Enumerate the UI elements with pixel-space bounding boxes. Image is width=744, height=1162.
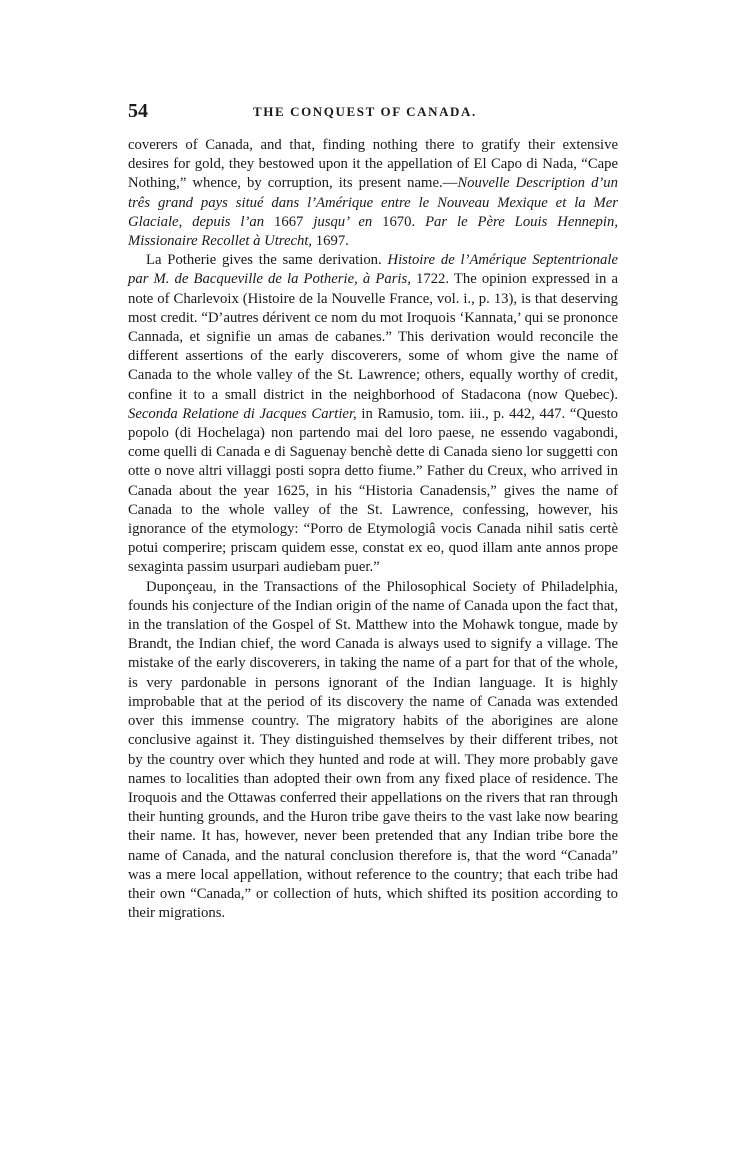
paragraph bbox=[128, 578, 618, 924]
text-segment: 1722. The opinion expressed in a note of Charlevoix (Histoire de la Nouvelle France, vol. i., p. 13), is that deserving most credit. “D’autres dérivent ce nom du mot Iroquois ‘Kannata,’ qui se prononce Cannada, et signifie un amas de cabanes.” This derivation would reconcile the different assertions of the early discoverers, some of whom give the name of Canada to the whole valley of the St. Lawrence; others, equally worthy of credit, confine it to a small district in the neighborhood of Stadacona (now Quebec). bbox=[128, 271, 618, 403]
paragraph bbox=[128, 251, 618, 577]
text-segment: 1667 bbox=[264, 213, 314, 230]
text-segment: in Ramusio, tom. iii., p. 442, 447. “Questo popolo (di Hochelaga) non partendo mai del loro paese, ne essendo vagabondi, come quelli di Canada e di Saguenay benchè dette di Canada sieno lor suggetti con otte o nove altri villaggi posti sopra detto fiume.” Father du Creux, who arrived in Canada about the year 1625, in his “Historia Canadensis,” gives the name of Canada to the whole valley of the St. Lawrence, confessing, however, his ignorance of the etymology: “Porro de Etymologiâ vocis Canada nihil satis certè potui comperire; priscam quidem esse, constat ex eo, quod illam ante annos prope sexaginta passim usurpari audiebam puer.” bbox=[128, 405, 618, 576]
text-segment: La Potherie gives the same derivation. bbox=[146, 252, 388, 269]
text-segment: Histoire de l’Amérique Septentrionale par M. de Bacqueville de la Potherie, à Paris, bbox=[128, 252, 618, 288]
page-header bbox=[128, 100, 618, 124]
body-text bbox=[128, 136, 618, 923]
book-page bbox=[128, 100, 618, 923]
text-segment: Duponçeau, in the Transactions of the Philosophical Society of Philadelphia, founds his conjecture of the Indian origin of the name of Canada upon the fact that, in the translation of the Gospel of St. Matthew into the Mohawk tongue, made by Brandt, the Indian chief, the word Canada is always used to signify a village. The mistake of the early discoverers, in taking the name of a part for that of the whole, is very pardonable in persons ignorant of the Indian language. It is highly improbable that at the period of its discovery the name of Canada was extended over this immense country. The migratory habits of the aborigines are alone conclusive against it. They distinguished themselves by their different tribes, not by the country over which they hunted and rode at will. They more probably gave names to localities than adopted their own from any fixed place of residence. The Iroquois and the Ottawas conferred their appellations on the rivers that ran through their hunting grounds, and the Huron tribe gave theirs to the vast lake now bearing their name. It has, however, never been pretended that any Indian tribe bore the name of Canada, and the natural conclusion therefore is, that the word “Canada” was a mere local appellation, without reference to the country; that each tribe had their own “Canada,” or collection of huts, which shifted its position according to their migrations. bbox=[128, 578, 618, 922]
text-segment: 1697. bbox=[312, 233, 349, 250]
text-segment: 1670. bbox=[372, 213, 426, 230]
text-segment: Seconda Relatione di Jacques Cartier, bbox=[128, 405, 357, 422]
text-segment: Nouvelle Description d’un três grand pays situé dans l’Amérique entre le Nouveau Mexique et la Mer Glaciale, depuis l’an bbox=[128, 175, 618, 230]
paragraph bbox=[128, 136, 618, 251]
text-segment: Par le Père Louis Hennepin, Missionaire Recollet à Utrecht, bbox=[128, 213, 618, 250]
running-head: THE CONQUEST OF CANADA. bbox=[253, 104, 477, 119]
text-segment: jusqu’ en bbox=[313, 213, 373, 230]
text-segment: coverers of Canada, and that, finding nothing there to gratify their extensive desires for gold, they bestowed upon it the appellation of El Capo di Nada, “Cape Nothing,” whence, by corruption, its present name.— bbox=[128, 137, 618, 192]
page-number: 54 bbox=[128, 100, 148, 122]
